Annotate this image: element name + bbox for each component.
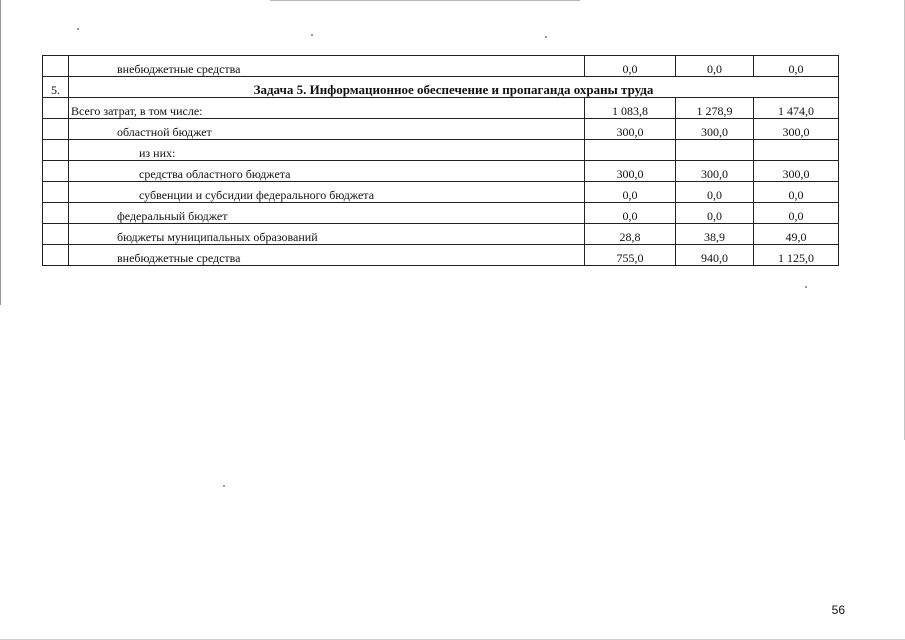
row-label: Всего затрат, в том числе: [69,98,585,119]
table-row [43,203,839,224]
value-cell-3: 0,0 [754,56,839,77]
value-cell-2: 38,9 [676,224,754,245]
table-row [43,182,839,203]
row-number [43,224,69,245]
value-cell-3: 300,0 [754,161,839,182]
task-header-row [43,77,839,98]
value-cell-2 [676,140,754,161]
value-cell-3: 1 474,0 [754,98,839,119]
value-cell-3: 1 125,0 [754,245,839,266]
row-number [43,140,69,161]
value-cell-1: 0,0 [585,203,676,224]
row-number [43,119,69,140]
value-cell-2: 940,0 [676,245,754,266]
scan-speck [77,28,79,30]
value-cell-1: 0,0 [585,56,676,77]
value-cell-3: 300,0 [754,119,839,140]
value-cell-1: 0,0 [585,182,676,203]
value-cell-1: 755,0 [585,245,676,266]
row-label: бюджеты муниципальных образований [69,224,585,245]
value-cell-3 [754,140,839,161]
row-number [43,161,69,182]
row-label: средства областного бюджета [69,161,585,182]
value-cell-1: 300,0 [585,161,676,182]
value-cell-2: 1 278,9 [676,98,754,119]
task-title: Задача 5. Информационное обеспечение и пропаганда охраны труда [69,77,839,98]
row-label: субвенции и субсидии федерального бюджета [69,182,585,203]
row-label: внебюджетные средства [69,56,585,77]
table-row [43,98,839,119]
value-cell-3: 49,0 [754,224,839,245]
value-cell-1: 1 083,8 [585,98,676,119]
row-number [43,56,69,77]
budget-table [42,55,839,266]
value-cell-3: 0,0 [754,203,839,224]
row-label: федеральный бюджет [69,203,585,224]
row-label: внебюджетные средства [69,245,585,266]
row-label: областной бюджет [69,119,585,140]
task-number: 5. [43,77,69,98]
value-cell-1 [585,140,676,161]
table-row [43,140,839,161]
scan-speck [311,34,313,36]
table-row [43,245,839,266]
row-label: из них: [69,140,585,161]
scan-speck [545,36,547,38]
table-row [43,119,839,140]
row-number [43,98,69,119]
table-row [43,56,839,77]
value-cell-1: 28,8 [585,224,676,245]
scan-edge-top [270,0,580,1]
value-cell-2: 300,0 [676,161,754,182]
table-row [43,224,839,245]
row-number [43,245,69,266]
scan-speck [805,286,807,288]
value-cell-2: 0,0 [676,182,754,203]
value-cell-3: 0,0 [754,182,839,203]
value-cell-2: 300,0 [676,119,754,140]
scan-edge-left [0,0,1,305]
row-number [43,182,69,203]
table-row [43,161,839,182]
value-cell-2: 0,0 [676,203,754,224]
scan-speck [223,485,225,487]
value-cell-2: 0,0 [676,56,754,77]
page-number: 56 [831,603,845,617]
value-cell-1: 300,0 [585,119,676,140]
row-number [43,203,69,224]
